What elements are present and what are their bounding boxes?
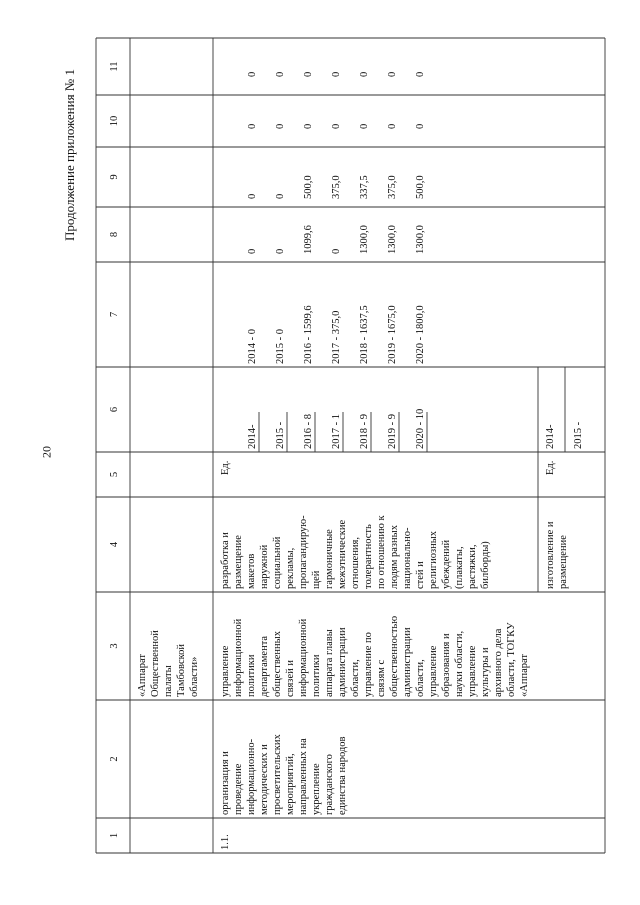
header-col-9: 9 — [109, 174, 120, 180]
year-col8: 1300,0 — [387, 225, 398, 254]
year-col9: 337,5 — [359, 175, 370, 199]
year-col8: 1099,6 — [303, 225, 314, 254]
year-col8: 0 — [331, 248, 342, 254]
year-col10: 0 — [247, 123, 258, 129]
row1-col3-line: связей и — [285, 660, 296, 697]
row1-col3-line: управление по — [363, 632, 374, 697]
header-col-11: 11 — [109, 61, 120, 72]
row1-activity1-line: (плакаты, — [454, 546, 465, 589]
header-col-1: 1 — [109, 832, 120, 839]
year-col6: 2020 - 10 — [415, 408, 426, 449]
year-col6: 2015 - — [275, 421, 286, 449]
row1-activity1-line: социальной — [272, 536, 283, 589]
row1-col2-line: гражданского — [324, 754, 335, 815]
row1-activity1-line: разработка и — [220, 532, 231, 589]
year-col8: 0 — [275, 248, 286, 254]
row1-activity1-line: по отношению к — [376, 515, 387, 589]
row1-activity1-line: макетов — [246, 553, 257, 589]
year-col9: 500,0 — [303, 175, 314, 199]
row1-col2-line: организация и — [220, 751, 231, 815]
row0-col3-line: палаты — [163, 665, 174, 697]
year-col11: 0 — [359, 71, 370, 77]
header-col-6: 6 — [109, 406, 120, 413]
row1-activity1-line: отношения, — [350, 536, 361, 589]
row1-col3-line: области, — [350, 659, 361, 697]
row1-col3-line: администрации — [402, 627, 413, 697]
year-col7: 2015 - 0 — [275, 329, 286, 364]
year-col6: 2018 - 9 — [359, 414, 370, 449]
year-col9: 375,0 — [387, 175, 398, 199]
row1-col2-line: методических и — [259, 744, 270, 815]
continuation-title: Продолжение приложения № 1 — [62, 69, 77, 241]
year-col9: 500,0 — [415, 175, 426, 199]
header-col-5: 5 — [109, 471, 120, 478]
row1-activity1-line: толерантность — [363, 524, 374, 589]
year-col7: 2018 - 1637,5 — [359, 305, 370, 364]
row1-activity1-line: размещение — [233, 535, 244, 589]
row1-activity2-line: изготовление и — [545, 521, 556, 589]
row0-col3-line: области» — [189, 656, 200, 697]
year-col11: 0 — [303, 71, 314, 77]
year-col9: 0 — [275, 193, 286, 199]
row1-activity1-line: билборды) — [480, 541, 491, 589]
row0-col3-line: Общественной — [150, 630, 161, 697]
year-col6: 2016 - 8 — [303, 414, 314, 449]
row1-col2-line: мероприятий, — [285, 753, 296, 815]
row1-activity1-line: гармоничные — [324, 529, 335, 589]
row0-col3-line: Тамбовской — [176, 643, 187, 697]
row1-col3-line: «Аппарат — [519, 654, 530, 697]
year-col7: 2017 - 375,0 — [331, 310, 342, 364]
row1-col3-line: образования и — [441, 633, 452, 697]
row1-activity1-line: религиозных — [428, 530, 439, 589]
row1-unit2: Ед. — [545, 460, 556, 475]
year-col10: 0 — [387, 123, 398, 129]
row1-col2-line: проведение — [233, 763, 244, 815]
year-col11: 0 — [415, 71, 426, 77]
year-col8: 1300,0 — [415, 225, 426, 254]
row1-col3-line: области, — [415, 659, 426, 697]
row1-col3-line: управление — [220, 645, 231, 697]
row1-col2-line: просветительских — [272, 734, 283, 815]
year-col7: 2019 - 1675,0 — [387, 305, 398, 364]
row1-number: 1.1. — [220, 834, 231, 850]
year-col11: 0 — [247, 71, 258, 77]
year-col9: 375,0 — [331, 175, 342, 199]
year-col7: 2020 - 1800,0 — [415, 305, 426, 364]
row1-activity1-line: растяжки, — [467, 544, 478, 589]
row1-col3-line: связям с — [376, 659, 387, 697]
header-col-3: 3 — [109, 643, 120, 649]
row1-activity1-line: рекламы, — [285, 547, 296, 589]
year-col6: 2017 - 1 — [331, 414, 342, 449]
row1-unit1: Ед. — [220, 460, 231, 475]
row1-activity1-line: национально- — [402, 527, 413, 589]
year-col10: 0 — [303, 123, 314, 129]
year-col6: 2019 - 9 — [387, 414, 398, 449]
row1-col3-line: общественных — [272, 631, 283, 697]
row1-activity2-line: размещение — [558, 535, 569, 589]
year-col7: 2014 - 0 — [247, 329, 258, 364]
year-col8: 0 — [247, 248, 258, 254]
year-col11: 0 — [331, 71, 342, 77]
row1-col3-line: архивного дела — [493, 628, 504, 697]
year-col11: 0 — [387, 71, 398, 77]
row1-activity1-line: наружной — [259, 544, 270, 589]
row1-col3-line: области, ТОГКУ — [506, 622, 517, 697]
row1-col3-line: политики — [311, 654, 322, 697]
year-col8: 1300,0 — [359, 225, 370, 254]
row1-activity1-line: пропагандирую- — [298, 515, 309, 589]
row0-col3-line: «Аппарат — [137, 654, 148, 697]
row1-col3-line: политики — [246, 654, 257, 697]
page-number: 20 — [39, 446, 54, 458]
header-col-10: 10 — [109, 115, 120, 127]
year-col10: 0 — [275, 123, 286, 129]
year-col11: 0 — [275, 71, 286, 77]
row1-col2-line: информационно- — [246, 738, 257, 815]
row1-col3-line: культуры и — [480, 647, 491, 697]
year-col6: 2014- — [247, 424, 258, 449]
row1-col3-line: науки области, — [454, 630, 465, 697]
row1-col2-line: направленных на — [298, 738, 309, 815]
row1-activity1-line: людям разных — [389, 525, 400, 589]
row1-years2: 2015 - — [573, 421, 584, 449]
row1-col3-line: аппарата главы — [324, 629, 335, 697]
row1-col3-line: управление — [467, 645, 478, 697]
year-col10: 0 — [331, 123, 342, 129]
year-col7: 2016 - 1599,6 — [303, 305, 314, 364]
year-col10: 0 — [415, 123, 426, 129]
row1-activity1-line: стей и — [415, 561, 426, 589]
row1-col3-line: общественностью — [389, 615, 400, 697]
row1-years2: 2014- — [545, 424, 556, 449]
row1-col3-line: управление — [428, 645, 439, 697]
row1-col3-line: департамента — [259, 635, 270, 697]
row1-col3-line: информационной — [233, 618, 244, 697]
row1-col2-line: укрепление — [311, 763, 322, 815]
header-col-4: 4 — [109, 541, 120, 548]
row1-col2-line: единства народов — [337, 736, 348, 815]
row1-activity1-line: межэтнические — [337, 519, 348, 589]
year-col9: 0 — [247, 193, 258, 199]
row1-col3-line: информационной — [298, 618, 309, 697]
header-col-8: 8 — [109, 231, 120, 238]
row1-activity1-line: убеждений — [441, 539, 452, 589]
year-col10: 0 — [359, 123, 370, 129]
header-col-7: 7 — [109, 311, 120, 318]
header-col-2: 2 — [109, 756, 120, 762]
row1-activity1-line: щей — [311, 570, 322, 589]
row1-col3-line: администрации — [337, 627, 348, 697]
